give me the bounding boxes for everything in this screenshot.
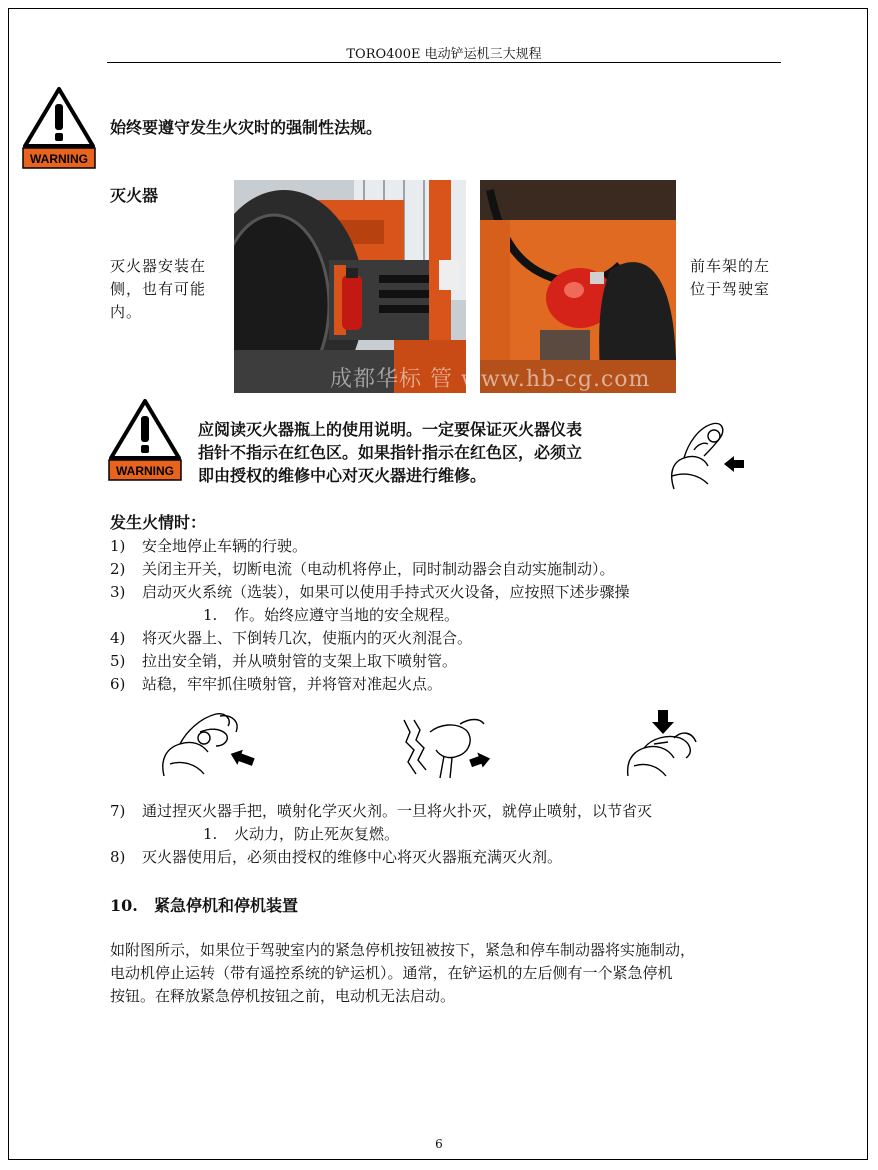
step-num: 1. xyxy=(203,825,218,843)
step-num: 3) xyxy=(110,583,126,601)
step-text: 关闭主开关，切断电流（电动机将停止，同时制动器会自动实施制动）。 xyxy=(142,560,615,578)
section-number: 10. xyxy=(110,896,138,915)
section10-para-line-3: 按钮。在释放紧急停机按钮之前，电动机无法启动。 xyxy=(110,987,456,1005)
extinguisher-left-line-3: 内。 xyxy=(110,303,143,321)
extinguisher-right-line-2: 位于驾驶室 xyxy=(690,280,771,298)
step-num: 1. xyxy=(203,606,218,624)
section10-para-line-1: 如附图所示，如果位于驾驶室内的紧急停机按钮被按下，紧急和停车制动器将实施制动， xyxy=(110,941,696,959)
page-header: TORO400E 电动铲运机三大规程 xyxy=(346,47,542,62)
step-text: 火动力，防止死灰复燃。 xyxy=(234,825,400,843)
step-text: 灭火器使用后，必须由授权的维修中心将灭火器瓶充满灭火剂。 xyxy=(142,848,563,866)
invert-extinguisher-sketch-icon xyxy=(160,708,256,780)
warning-fire-regulations: 始终要遵守发生火灾时的强制性法规。 xyxy=(110,118,383,137)
header-rule xyxy=(107,62,781,63)
warning-triangle-icon xyxy=(22,86,96,170)
warning2-line-3: 即由授权的维修中心对灭火器进行维修。 xyxy=(198,466,487,485)
photo-watermark: 成都华标 管 www.hb-cg.com xyxy=(330,367,651,392)
extinguisher-left-line-1: 灭火器安装在 xyxy=(110,257,207,275)
step-text: 将灭火器上、下倒转几次，使瓶内的灭火剂混合。 xyxy=(142,629,473,647)
warning2-line-2: 指针不指示在红色区。如果指针指示在红色区，必须立 xyxy=(198,443,583,462)
step-num: 5) xyxy=(110,652,126,670)
section-title: 紧急停机和停机装置 xyxy=(154,896,299,915)
warning-label-2: WARNING xyxy=(116,464,174,478)
warning-triangle-icon-2 xyxy=(108,398,182,482)
pull-pin-sketch-icon xyxy=(400,712,492,782)
page-number: 6 xyxy=(435,1137,443,1151)
step-num: 2) xyxy=(110,560,126,578)
step-text: 站稳，牢牢抓住喷射管，并将管对准起火点。 xyxy=(142,675,443,693)
step-num: 1) xyxy=(110,537,126,555)
step-text: 拉出安全销，并从喷射管的支架上取下喷射管。 xyxy=(142,652,458,670)
step-num: 8) xyxy=(110,848,126,866)
warning2-line-1: 应阅读灭火器瓶上的使用说明。一定要保证灭火器仪表 xyxy=(198,420,583,439)
step-num: 7) xyxy=(110,802,126,820)
step-text: 通过捏灭火器手把，喷射化学灭火剂。一旦将火扑灭，就停止喷射，以节省灭 xyxy=(142,802,653,820)
warning-label: WARNING xyxy=(30,152,88,166)
step-text: 作。始终应遵守当地的安全规程。 xyxy=(234,606,460,624)
gauge-check-sketch-icon xyxy=(664,414,746,494)
fire-heading: 发生火情时： xyxy=(110,513,207,532)
step-text: 安全地停止车辆的行驶。 xyxy=(142,537,308,555)
section10-para-line-2: 电动机停止运转（带有遥控系统的铲运机）。通常，在铲运机的左后侧有一个紧急停机 xyxy=(110,964,673,982)
squeeze-handle-sketch-icon xyxy=(624,708,700,780)
extinguisher-left-line-2: 侧，也有可能 xyxy=(110,280,207,298)
extinguisher-heading: 灭火器 xyxy=(110,186,159,205)
extinguisher-right-line-1: 前车架的左 xyxy=(690,257,771,275)
step-text: 启动灭火系统（选装），如果可以使用手持式灭火设备，应按照下述步骤操 xyxy=(142,583,630,601)
step-num: 4) xyxy=(110,629,126,647)
step-num: 6) xyxy=(110,675,126,693)
